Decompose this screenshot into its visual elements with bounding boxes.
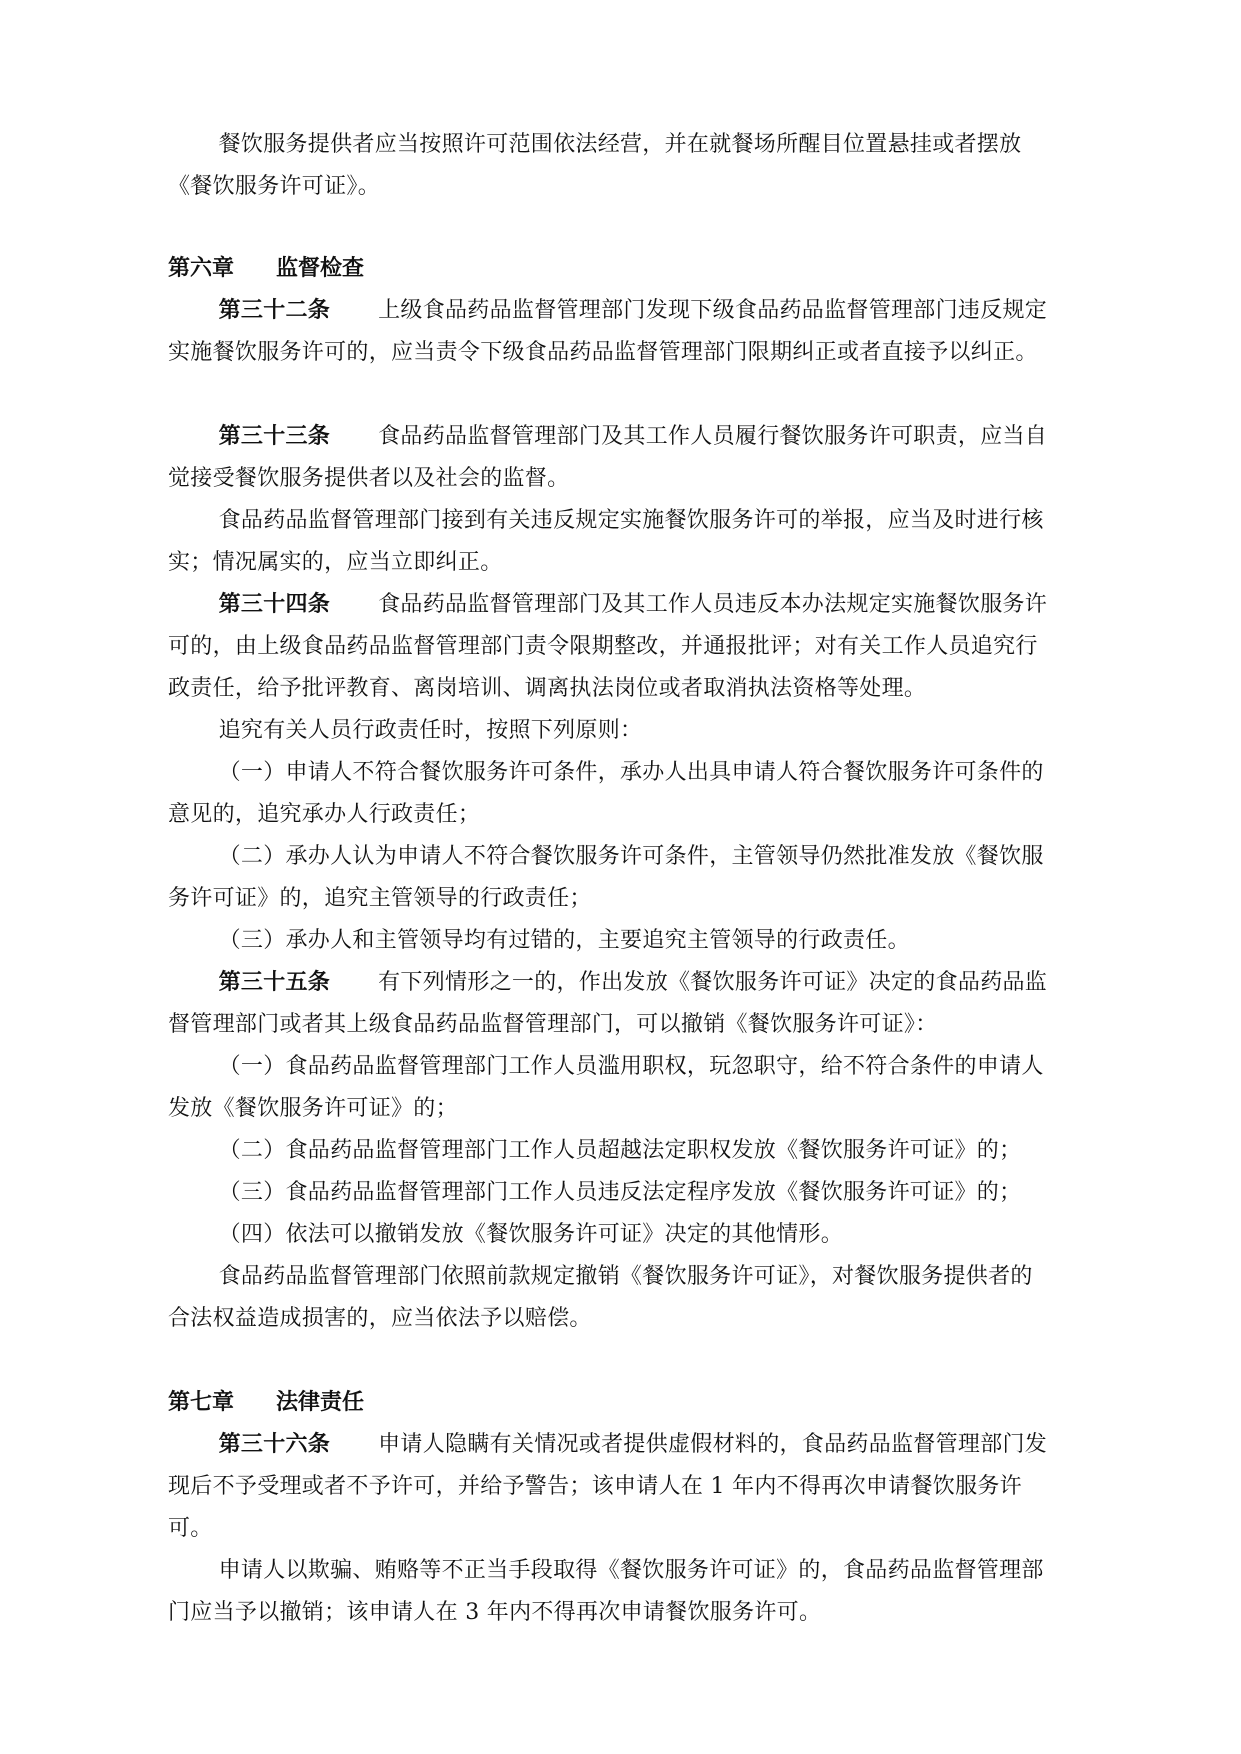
article-number: 第三十四条	[218, 592, 331, 617]
article-35-item-1: （一）食品药品监督管理部门工作人员滥用职权，玩忽职守，给不符合条件的申请人发放《餐饮服务许可证》的；	[168, 1054, 1044, 1121]
article-36	[168, 1424, 1054, 1550]
article-text: 食品药品监督管理部门及其工作人员履行餐饮服务许可职责，应当自觉接受餐饮服务提供者以及社会的监督。	[168, 424, 1048, 491]
paragraph-display-license: 餐饮服务提供者应当按照许可范围依法经营，并在就餐场所醒目位置悬挂或者摆放《餐饮服务许可证》。	[168, 132, 1022, 199]
article-number: 第三十二条	[218, 298, 331, 323]
article-number: 第三十五条	[218, 970, 331, 995]
article-35-item-3: （三）食品药品监督管理部门工作人员违反法定程序发放《餐饮服务许可证》的；	[218, 1180, 1022, 1205]
article-text: 食品药品监督管理部门及其工作人员违反本办法规定实施餐饮服务许可的，由上级食品药品监督管理部门责令限期整改，并通报批评；对有关工作人员追究行政责任，给予批评教育、离岗培训、调离执法岗位或者取消执法资格等处理。	[168, 592, 1048, 701]
article-text: 上级食品药品监督管理部门发现下级食品药品监督管理部门违反规定实施餐饮服务许可的，应当责令下级食品药品监督管理部门限期纠正或者直接予以纠正。	[168, 298, 1048, 365]
article-number: 第三十六条	[218, 1432, 331, 1457]
article-text: 有下列情形之一的，作出发放《餐饮服务许可证》决定的食品药品监督管理部门或者其上级食品药品监督管理部门，可以撤销《餐饮服务许可证》：	[168, 970, 1048, 1037]
article-32	[168, 290, 1054, 374]
chapter-title: 法律责任	[276, 1390, 365, 1415]
article-34-paragraph-2: 追究有关人员行政责任时，按照下列原则：	[218, 718, 643, 743]
article-35	[168, 962, 1054, 1046]
article-34-item-1: （一）申请人不符合餐饮服务许可条件，承办人出具申请人符合餐饮服务许可条件的意见的，追究承办人行政责任；	[168, 760, 1044, 827]
chapter-number: 第六章	[168, 256, 235, 281]
article-34-item-2: （二）承办人认为申请人不符合餐饮服务许可条件，主管领导仍然批准发放《餐饮服务许可证》的，追究主管领导的行政责任；	[168, 844, 1044, 911]
article-number: 第三十三条	[218, 424, 331, 449]
article-35-paragraph-2: 食品药品监督管理部门依照前款规定撤销《餐饮服务许可证》，对餐饮服务提供者的合法权益造成损害的，应当依法予以赔偿。	[168, 1264, 1033, 1331]
chapter-title: 监督检查	[276, 256, 365, 281]
article-36-paragraph-2: 申请人以欺骗、贿赂等不正当手段取得《餐饮服务许可证》的，食品药品监督管理部门应当予以撤销；该申请人在 3 年内不得再次申请餐饮服务许可。	[168, 1558, 1044, 1625]
article-34	[168, 584, 1054, 710]
article-33-paragraph-2: 食品药品监督管理部门接到有关违反规定实施餐饮服务许可的举报，应当及时进行核实；情况属实的，应当立即纠正。	[168, 508, 1044, 575]
article-35-item-2: （二）食品药品监督管理部门工作人员超越法定职权发放《餐饮服务许可证》的；	[218, 1138, 1022, 1163]
chapter-heading-6	[168, 248, 364, 290]
chapter-heading-7	[168, 1382, 364, 1424]
article-33	[168, 416, 1054, 500]
article-34-item-3: （三）承办人和主管领导均有过错的，主要追究主管领导的行政责任。	[218, 928, 910, 953]
chapter-number: 第七章	[168, 1390, 235, 1415]
article-text: 申请人隐瞒有关情况或者提供虚假材料的，食品药品监督管理部门发现后不予受理或者不予许可，并给予警告；该申请人在 1 年内不得再次申请餐饮服务许可。	[168, 1432, 1048, 1541]
article-35-item-4: （四）依法可以撤销发放《餐饮服务许可证》决定的其他情形。	[218, 1222, 843, 1247]
